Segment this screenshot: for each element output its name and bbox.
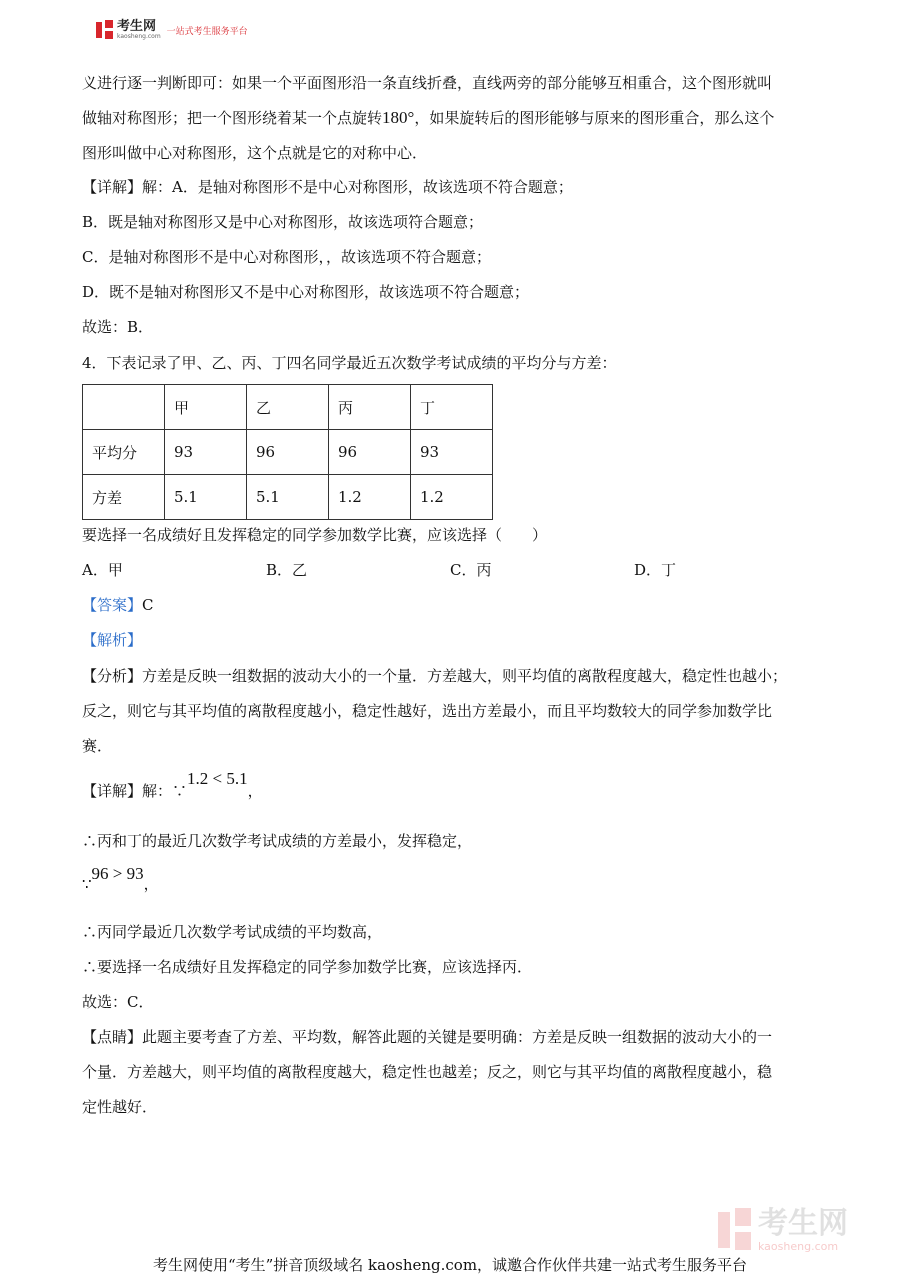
paragraph-line: 反之，则它与其平均值的离散程度越小，稳定性越好，选出方差最小，而且平均数较大的同学参加数学比 bbox=[82, 702, 773, 720]
paragraph-line: 定性越好． bbox=[82, 1098, 158, 1116]
text-run: ， bbox=[143, 875, 159, 893]
detail-line bbox=[82, 769, 263, 801]
logo bbox=[117, 20, 161, 40]
watermark-logo-icon bbox=[718, 1208, 752, 1252]
paragraph-line: ∴丙和丁的最近几次数学考试成绩的方差最小，发挥稳定， bbox=[82, 832, 473, 850]
answer-value: C bbox=[142, 596, 154, 614]
table-cell: 1.2 bbox=[329, 475, 411, 520]
option-c-explain: C．是轴对称图形不是中心对称图形，，故该选项不符合题意； bbox=[82, 248, 491, 266]
table-cell: 丙 bbox=[329, 385, 411, 430]
text-run: 此题主要考查了方差、平均数，解答此题的关键是要明确：方差是反映一组数据的波动大小的一 bbox=[142, 1028, 773, 1046]
fenxi-tag: 【分析】 bbox=[82, 667, 143, 685]
detail-tag: 【详解】 bbox=[82, 782, 143, 800]
slogan: 一站式考生服务平台 bbox=[166, 26, 248, 37]
table-cell: 乙 bbox=[247, 385, 329, 430]
footer-text: 考生网使用“考生”拼音顶级域名 kaosheng.com，诚邀合作伙伴共建一站式考生服务平台 bbox=[152, 1256, 748, 1274]
watermark bbox=[718, 1205, 848, 1253]
answer-line bbox=[82, 595, 154, 615]
table-cell: 96 bbox=[329, 430, 411, 475]
option-a: A．甲 bbox=[82, 561, 123, 579]
paragraph-line: 义进行逐一判断即可：如果一个平面图形沿一条直线折叠，直线两旁的部分能够互相重合，这个图形就叫 bbox=[82, 74, 773, 92]
table-cell: 96 bbox=[247, 430, 329, 475]
analysis-tag: 【解析】 bbox=[82, 631, 143, 649]
math-inequality: 1.2 < 5.1 bbox=[187, 769, 248, 788]
math-inequality: 96 > 93 bbox=[91, 864, 144, 883]
table-cell: 丁 bbox=[411, 385, 493, 430]
watermark-cn: 考生网 bbox=[758, 1205, 848, 1241]
table-cell: 甲 bbox=[165, 385, 247, 430]
table-cell: 平均分 bbox=[83, 430, 165, 475]
text-run: ，如果旋转后的图形能够与原来的图形重合，那么这个 bbox=[414, 109, 775, 127]
option-c: C．丙 bbox=[450, 561, 492, 579]
table-cell: 方差 bbox=[83, 475, 165, 520]
table-cell: 5.1 bbox=[247, 475, 329, 520]
question-stem: 4．下表记录了甲、乙、丙、丁四名同学最近五次数学考试成绩的平均分与方差： bbox=[82, 354, 617, 372]
text-run: 解：∵ bbox=[142, 782, 188, 800]
math-180: 180° bbox=[382, 108, 415, 127]
paragraph-line: 个量．方差越大，则平均值的离散程度越大，稳定性也越差；反之，则它与其平均值的离散程度越小，稳 bbox=[82, 1063, 773, 1081]
question-prompt: 要选择一名成绩好且发挥稳定的同学参加数学比赛，应该选择（ ） bbox=[82, 526, 548, 544]
fenxi-text: 方差是反映一组数据的波动大小的一个量．方差越大，则平均值的离散程度越大，稳定性也越小； bbox=[142, 667, 788, 685]
detail-tag: 【详解】 bbox=[82, 178, 143, 196]
table-row bbox=[83, 475, 493, 520]
text-run: ∵ bbox=[82, 875, 92, 893]
paragraph-line: ∴要选择一名成绩好且发挥稳定的同学参加数学比赛，应该选择丙． bbox=[82, 958, 533, 976]
paragraph-line bbox=[82, 1027, 772, 1047]
option-a-explain: 解：A．是轴对称图形不是中心对称图形，故该选项不符合题意； bbox=[142, 178, 573, 196]
logo-icon bbox=[96, 20, 114, 40]
site-header bbox=[96, 18, 248, 42]
table-cell: 93 bbox=[165, 430, 247, 475]
paragraph-line bbox=[82, 864, 159, 894]
logo-cn: 考生网 bbox=[117, 19, 157, 34]
option-d: D．丁 bbox=[634, 561, 677, 579]
paragraph-line: 赛． bbox=[82, 737, 113, 755]
paragraph-line: 图形叫做中心对称图形，这个点就是它的对称中心． bbox=[82, 144, 428, 162]
table-header-row bbox=[83, 385, 493, 430]
logo-en: kaosheng.com bbox=[117, 33, 161, 40]
table-row bbox=[83, 430, 493, 475]
text-run: ， bbox=[247, 782, 263, 800]
option-b-explain: B．既是轴对称图形又是中心对称图形，故该选项符合题意； bbox=[82, 213, 484, 231]
paragraph-line bbox=[82, 108, 774, 128]
choice-line: 故选：C． bbox=[82, 993, 154, 1011]
dianjing-tag: 【点睛】 bbox=[82, 1028, 143, 1046]
table-cell bbox=[83, 385, 165, 430]
option-b: B．乙 bbox=[266, 561, 308, 579]
choice-line: 故选：B． bbox=[82, 318, 154, 336]
table-cell: 93 bbox=[411, 430, 493, 475]
answer-tag: 【答案】 bbox=[82, 596, 143, 614]
paragraph-line bbox=[82, 666, 787, 686]
text-run: 做轴对称图形；把一个图形绕着某一个点旋转 bbox=[82, 109, 383, 127]
paragraph-line bbox=[82, 177, 573, 197]
option-d-explain: D．既不是轴对称图形又不是中心对称图形，故该选项不符合题意； bbox=[82, 283, 530, 301]
watermark-en: kaosheng.com bbox=[758, 1239, 839, 1253]
paragraph-line: ∴丙同学最近几次数学考试成绩的平均数高， bbox=[82, 923, 383, 941]
table-cell: 5.1 bbox=[165, 475, 247, 520]
table-cell: 1.2 bbox=[411, 475, 493, 520]
score-table bbox=[82, 384, 493, 520]
